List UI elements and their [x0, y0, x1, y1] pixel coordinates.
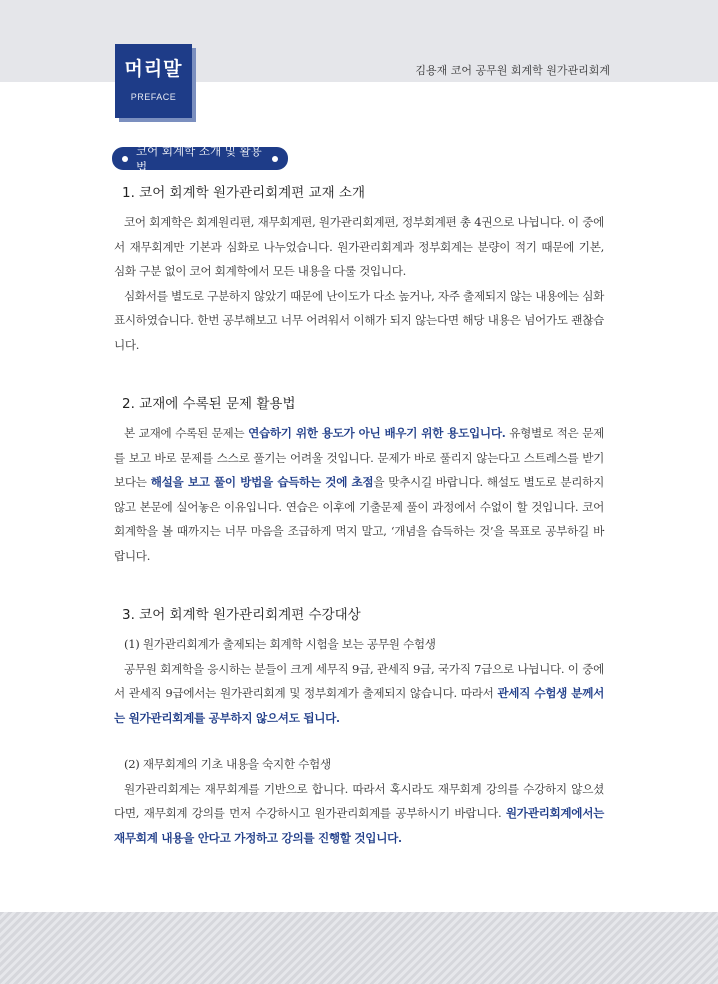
- text-span: 공무원 회계학을 응시하는 분들이 크게 세무직 9급, 관세직 9급, 국가직 7급으로 나뉩니다. 이 중에서 관세직 9급에서는 원가관리회계 및 정부회계가 출제되지 않습니다. 따라서: [114, 661, 604, 700]
- book-title: 김용재 코어 공무원 회계학 원가관리회계: [415, 64, 610, 77]
- badge-title: 머리말: [124, 58, 183, 80]
- paragraph: 심화서를 별도로 구분하지 않았기 때문에 난이도가 다소 높거나, 자주 출제되지 않는 내용에는 심화 표시하였습니다. 한번 공부해보고 너무 어려워서 이해가 되지 않는다면 해당 내용은 넘어가도 괜찮습니다.: [114, 288, 604, 352]
- paragraph: [114, 421, 604, 568]
- section-label: [112, 143, 288, 174]
- paragraph: 코어 회계학은 회계원리편, 재무회계편, 원가관리회계편, 정부회계편 총 4권으로 나뉩니다. 이 중에서 재무회계만 기본과 심화로 나누었습니다. 원가관리회계과 정부회계는 분량이 적기 때문에 기본, 심화 구분 없이 코어 회계학에서 모든 내용을 다룰 것입니다.: [114, 215, 604, 278]
- section-label-text: 코어 회계학 소개 및 활용법: [136, 143, 262, 174]
- paragraph: [114, 657, 604, 731]
- text-span: 유형별로 적은 문제를 보고 바로 문제를 스스로 풀기는 어려울 것입니다. 문제가 바로 풀리지 않는다고 스트레스를 받기보다는: [114, 426, 605, 489]
- highlight-text: 해설을 보고 풀이 방법을 습득하는 것에 초점: [150, 475, 374, 489]
- heading-1: 1. 코어 회계학 원가관리회계편 교재 소개: [122, 185, 365, 201]
- text-span: 을 맞추시길 바랍니다. 해설도 별도로 분리하지 않고 본문에 실어놓은 이유입니다. 연습은 이후에 기출문제 풀이 과정에서 수없이 할 것입니다. 코어 회계학을 볼 때까지는 너무 마음을 조급하게 먹지 말고, ‘개념을 습득하는 것’을 목표로 공부하길 바랍니다.: [114, 475, 604, 563]
- text-span: 원가관리회계는 재무회계를 기반으로 합니다. 따라서 혹시라도 재무회계 강의를 수강하지 않으셨다면, 재무회계 강의를 먼저 수강하시고 원가관리회계를 공부하시기 바랍니다.: [114, 781, 604, 820]
- highlight-text: 연습하기 위한 용도가 아닌 배우기 위한 용도입니다.: [248, 426, 506, 440]
- paragraph: [114, 777, 604, 851]
- highlight-text: 관세직 수험생 분께서는 원가관리회계를 공부하지 않으셔도 됩니다.: [114, 686, 604, 725]
- preface-badge: [115, 44, 192, 118]
- subheading: (2) 재무회계의 기초 내용을 숙지한 수험생: [124, 757, 331, 771]
- page-body: [114, 176, 604, 850]
- badge-subtitle: PREFACE: [130, 92, 177, 102]
- highlight-text: 원가관리회계에서는 재무회계 내용을 안다고 가정하고 강의를 진행할 것입니다.: [114, 806, 604, 845]
- heading-3: 3. 코어 회계학 원가관리회계편 수강대상: [122, 607, 361, 623]
- heading-2: 2. 교재에 수록된 문제 활용법: [122, 396, 296, 412]
- subheading: (1) 원가관리회계가 출제되는 회계학 시험을 보는 공무원 수험생: [124, 637, 436, 651]
- text-span: 본 교재에 수록된 문제는: [124, 426, 249, 440]
- header-band: [0, 0, 718, 82]
- bullet-dot-icon: [272, 156, 278, 162]
- footer-band: [0, 912, 718, 984]
